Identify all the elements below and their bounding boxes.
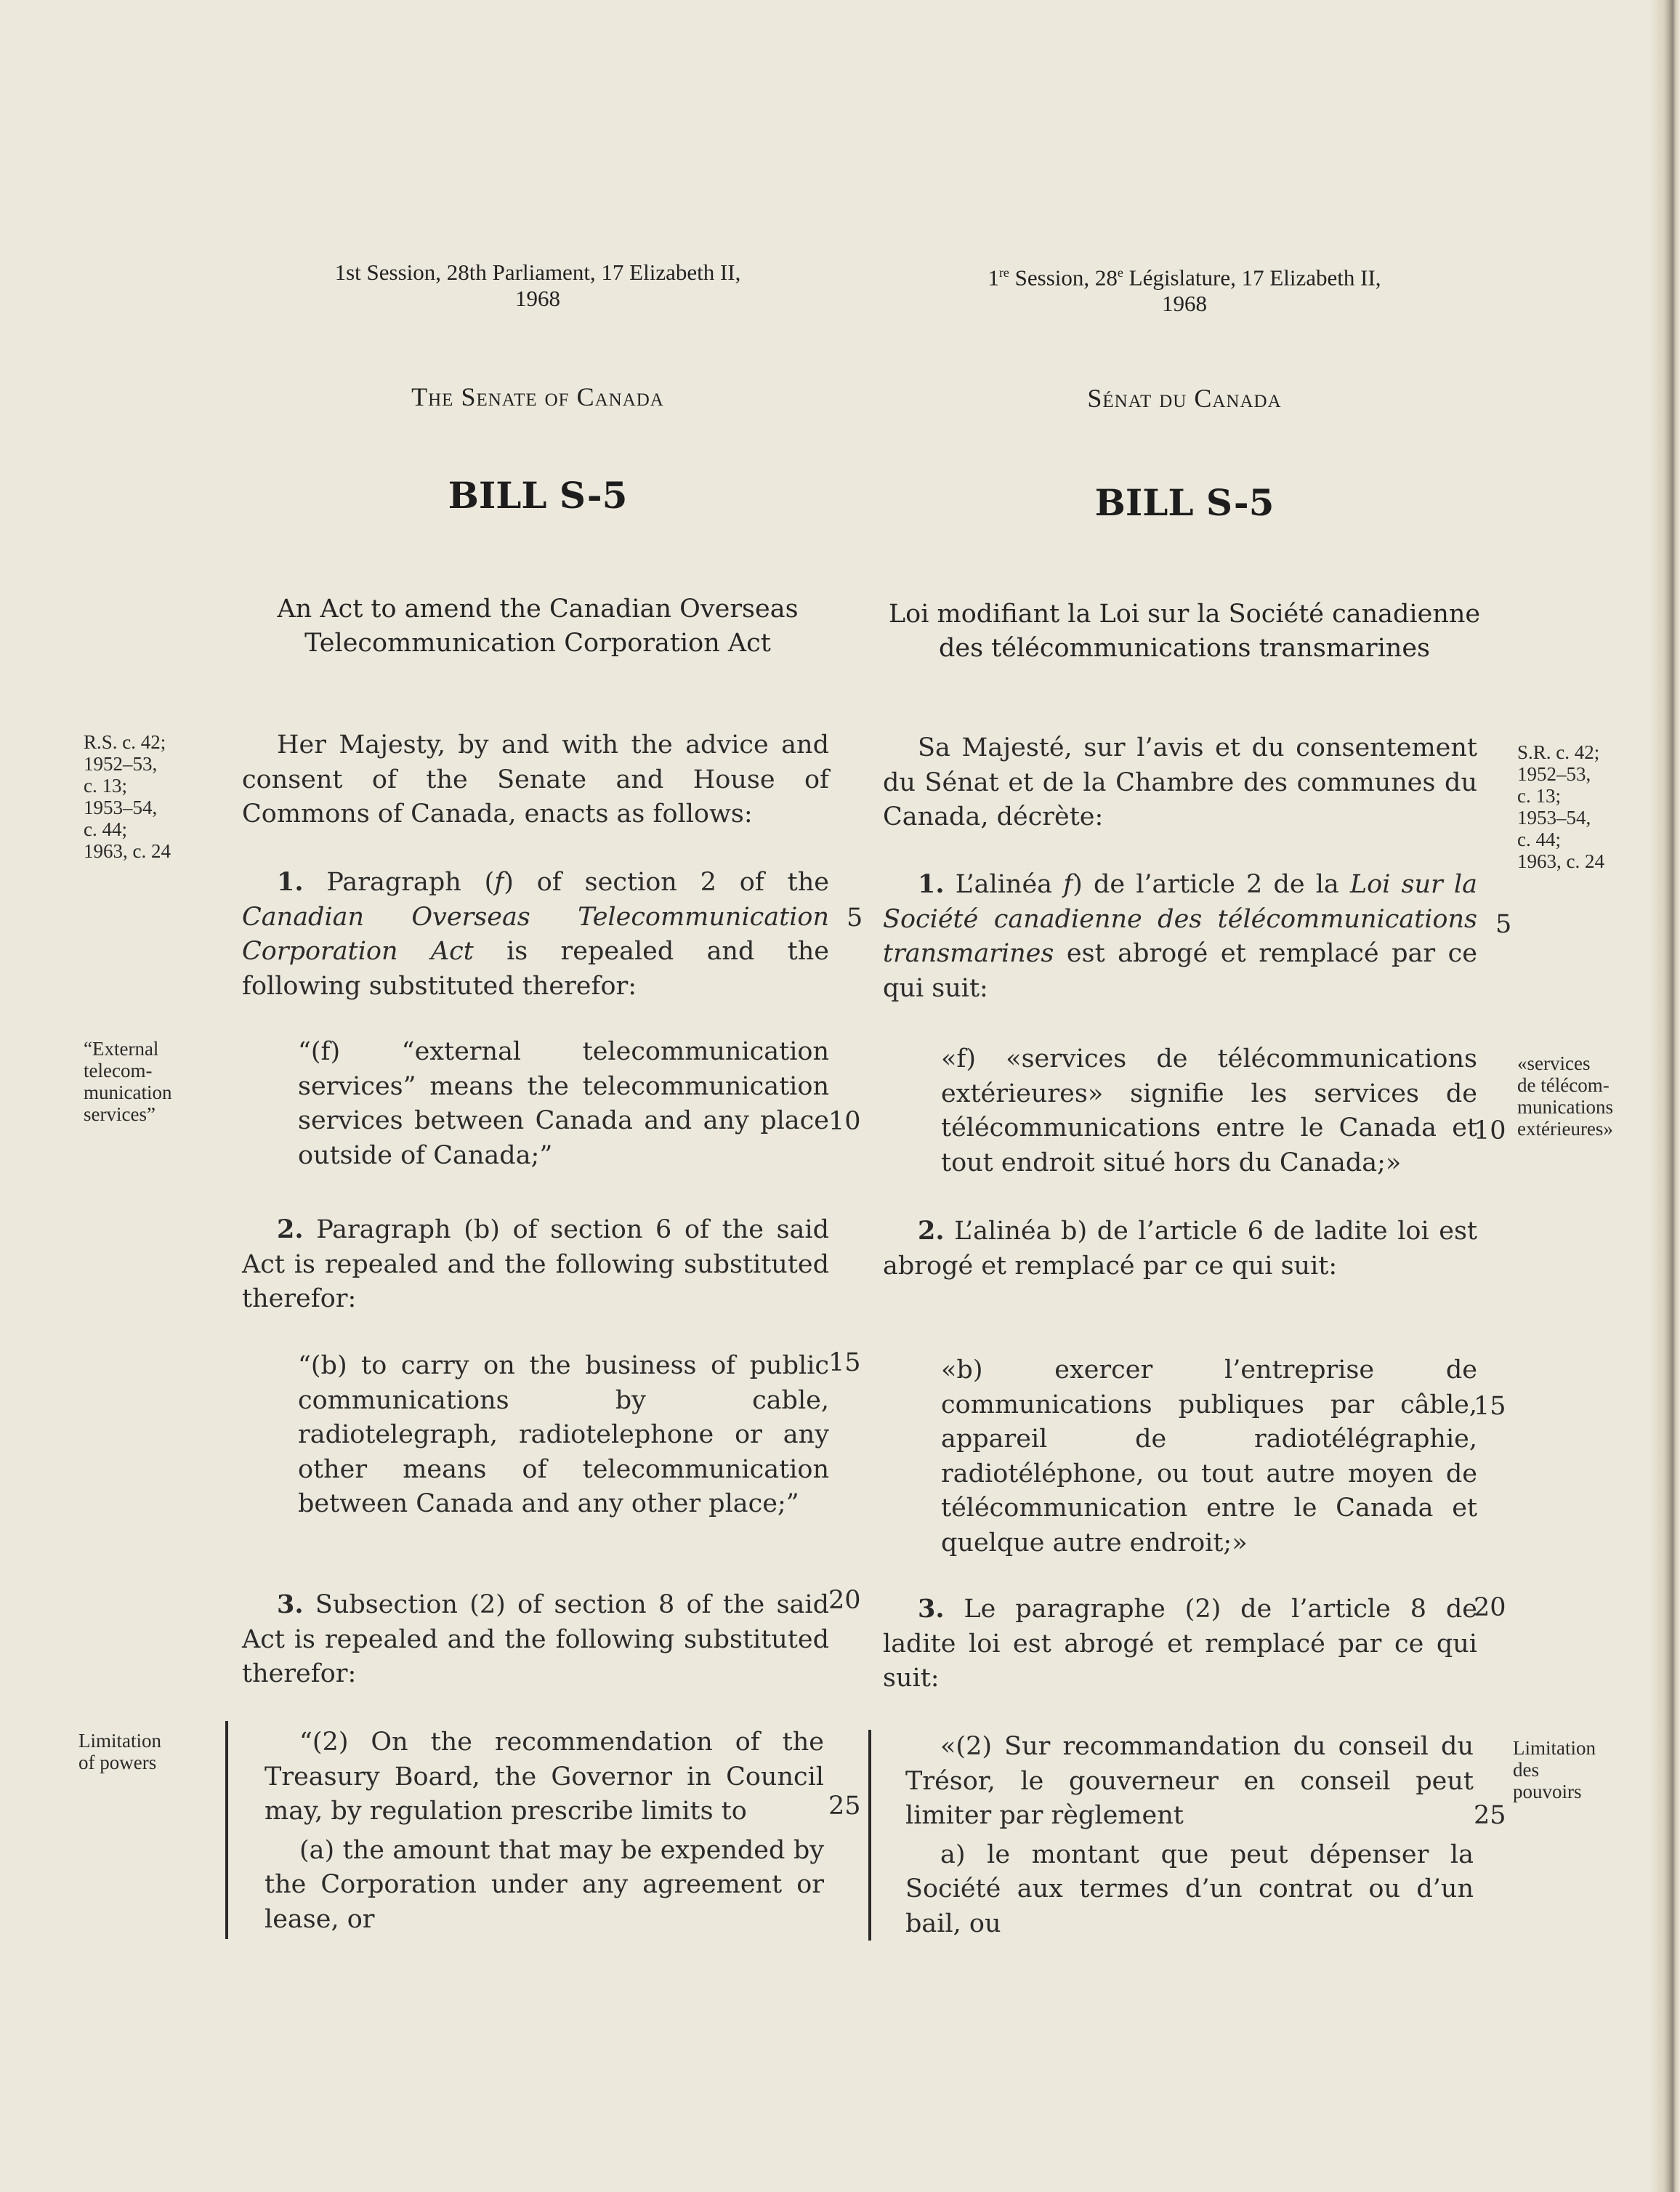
en-line-number: 5 (847, 903, 863, 932)
fr-line-number: 20 (1474, 1593, 1506, 1622)
en-line-number: 15 (828, 1348, 861, 1377)
fr-line-number: 15 (1474, 1392, 1506, 1421)
fr-section-3-quote: «(2) Sur recommandation du conseil du Trésor, le gouverneur en conseil peut limiter par règlement a) le montant que peut dépenser la Société aux termes d’un contrat ou d’un bail, ou (905, 1732, 1474, 1938)
fr-line-number: 5 (1495, 910, 1512, 939)
fr-section-1-quote: «f) «services de télécommunications extérieures» signifie les services de télécommunications entre le Canada et tout endroit situé hors du Canada;» (941, 1044, 1477, 1177)
fr-session-header (879, 259, 1490, 317)
fr-senate-heading: Sénat du Canada (1087, 384, 1282, 413)
fr-section-1: 1. L’alinéa f) de l’article 2 de la Loi sur la Société canadienne des télécommunications transmarines est abrogé et remplacé par ce qui suit: (883, 869, 1477, 1003)
en-amendment-rule (225, 1721, 228, 1939)
fr-line-number: 10 (1474, 1116, 1506, 1145)
fr-amendment-rule (868, 1730, 871, 1941)
fr-line-number: 25 (1474, 1801, 1506, 1830)
en-margin-rs: R.S. c. 42; 1952–53, c. 13; 1953–54, c. 44; 1963, c. 24 (84, 731, 171, 862)
en-line-number: 25 (828, 1792, 861, 1821)
fr-enacting-clause: Sa Majesté, sur l’avis et du consentement du Sénat et de la Chambre des communes du Canada, décrète: (883, 733, 1477, 831)
fr-session-line1: 1re Session, 28e Législature, 17 Elizabeth II, (988, 265, 1381, 291)
en-margin-limitation: Limitation of powers (78, 1730, 161, 1773)
en-line-number: 20 (828, 1586, 861, 1615)
en-enacting-clause: Her Majesty, by and with the advice and consent of the Senate and House of Commons of Canada, enacts as follows: (242, 730, 829, 829)
fr-margin-external: «services de télécom- munications extérieures» (1517, 1052, 1613, 1140)
en-section-1-quote: “(f) “external telecommunication services” means the telecommunication services between Canada and any place outside of Canada;” (298, 1037, 829, 1170)
fr-margin-limitation: Limitation des pouvoirs (1513, 1737, 1596, 1802)
en-section-2-quote: “(b) to carry on the business of public communications by cable, radiotelegraph, radiotelephone or any other means of telecommunication between Canada and any other place;” (298, 1351, 829, 1518)
en-senate-heading: The Senate of Canada (411, 382, 664, 411)
en-section-3: 3. Subsection (2) of section 8 of the said Act is repealed and the following substituted therefor: (242, 1589, 829, 1688)
en-session-header (240, 259, 836, 312)
fr-long-title: Loi modifiant la Loi sur la Société canadienne des télécommunications transmarines (888, 600, 1481, 663)
en-section-3-quote: “(2) On the recommendation of the Treasury Board, the Governor in Council may, by regulation prescribe limits to (a) the amount that may be expended by the Corporation under any agreement or lease, or (264, 1728, 824, 1934)
fr-section-3: 3. Le paragraphe (2) de l’article 8 de ladite loi est abrogé et remplacé par ce qui suit: (883, 1594, 1477, 1693)
en-session-year: 1968 (515, 286, 560, 311)
en-line-number: 10 (828, 1107, 861, 1136)
fr-session-year: 1968 (1162, 291, 1207, 317)
en-session-line1: 1st Session, 28th Parliament, 17 Elizabeth II, (334, 259, 741, 285)
en-bill-title: BILL S-5 (448, 474, 628, 517)
en-long-title: An Act to amend the Canadian Overseas Telecommunication Corporation Act (277, 595, 799, 658)
en-margin-external: “External telecom- munication services” (84, 1038, 172, 1125)
fr-bill-title: BILL S-5 (1094, 481, 1275, 524)
fr-section-2: 2. L’alinéa b) de l’article 6 de ladite loi est abrogé et remplacé par ce qui suit: (883, 1216, 1477, 1281)
en-section-1: 1. Paragraph (f) of section 2 of the Canadian Overseas Telecommunication Corporation Act is repealed and the following substituted therefor: (242, 867, 830, 1001)
fr-section-2-quote: «b) exercer l’entreprise de communications publiques par câble, appareil de radiotélégraphie, radiotéléphone, ou tout autre moyen de télécommunication entre le Canada et quelque autre endroit;» (941, 1355, 1477, 1558)
en-section-2: 2. Paragraph (b) of section 6 of the said Act is repealed and the following substituted therefor: (242, 1214, 829, 1313)
fr-margin-sr: S.R. c. 42; 1952–53, c. 13; 1953–54, c. 44; 1963, c. 24 (1517, 741, 1604, 872)
